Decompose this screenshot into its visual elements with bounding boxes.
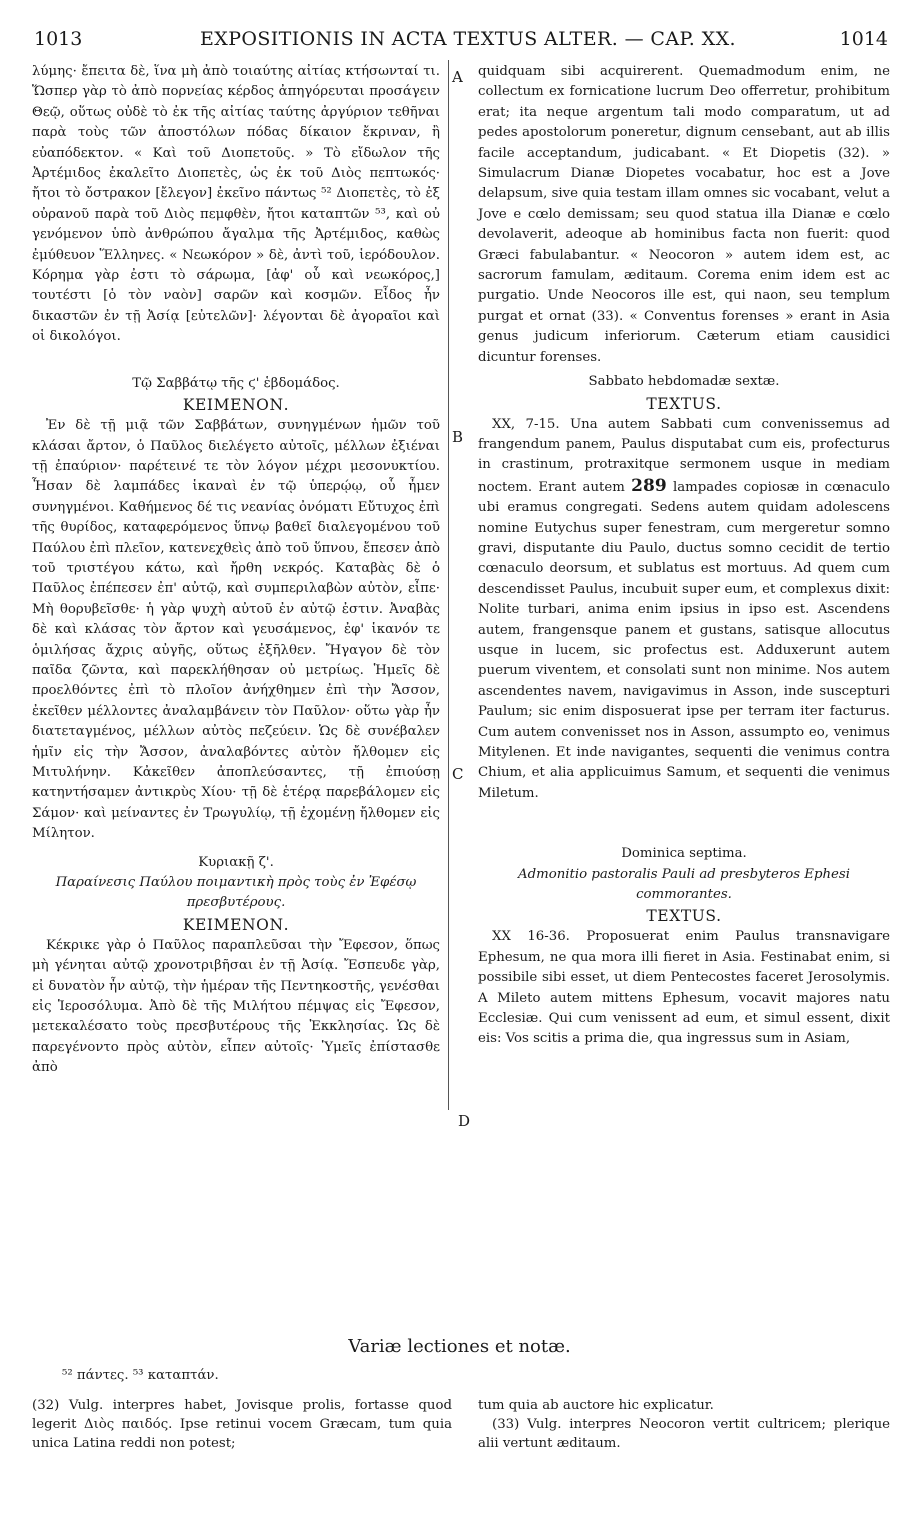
latin-textus-heading: TEXTUS. [646, 394, 722, 413]
latin-commentary: quidquam sibi acquirerent. Quemadmodum enim, ne collectum ex fornicatione lucrum Deo offerretur, prohibitum erat; ita neque argentum tali modo comparatum, ut ad pedes apostolorum poneretur, dignum censebant, aut ab illis facile acceptandum, judicabant. « Et Diopetis (32). » Simulacrum Dianæ Diopetes vocabatur, hoc est a Jove delapsum, sive quia testam illam omnes sic vocabant, velut a Jove e cœlo demissam; seu quod statua illa Dianæ e cœlo devolaverit, adeoque ab hominibus facta non fuerit: quod Græci fabulabantur. « Neocoron » autem idem est, ac sacrorum famulam, æditaum. Corema enim idem est ac purgatio. Unde Neocoros ille est, qui naon, seu templum purgat et ornat (33). « Conventus forenses » erant in Asia genus judicum inferiorum. Cæterum etiam causidici dicuntur forenses. [478, 64, 890, 365]
greek-keimenon-heading: ΚΕΙΜΕΝΟΝ. [182, 396, 290, 415]
latin-sabbath-title: Sabbato hebdomadæ sextæ. [588, 374, 780, 390]
latin-sunday-subtitle: Admonitio pastoralis Pauli ad presbyteros Ephesi commorantes. [517, 866, 850, 903]
running-head [30, 26, 888, 54]
page-number-right: 1014 [839, 28, 888, 50]
latin-verse-ref: XX, 7-15. [492, 416, 560, 432]
greek-text-sunday: Κέκρικε γὰρ ὁ Παῦλος παραπλεῦσαι τὴν Ἔφεσον, ὅπως μὴ γένηται αὐτῷ χρονοτριβῆσαι ἐν τῇ Ἀσίᾳ. Ἔσπευδε γὰρ, εἰ δυνατὸν ἦν αὐτῷ, τὴν ἡμέραν τῆς Πεντηκοστῆς, γενέσθαι εἰς Ἱεροσόλυμα. Ἀπὸ δὲ τῆς Μιλήτου πέμψας εἰς Ἔφεσον, μετεκαλέσατο τοὺς πρεσβυτέρους τῆς Ἐκκλησίας. Ὡς δὲ παρεγένοντο πρὸς αὐτὸν, εἶπεν αὐτοῖς· Ὑμεῖς ἐπίστασθε ἀπὸ [32, 937, 440, 1076]
page-number-left: 1013 [34, 28, 83, 50]
latin-textus-heading-2: TEXTUS. [646, 907, 722, 926]
footnote-33: (33) Vulg. interpres Neocoron vertit cultricem; plerique alii vertunt æditaum. [478, 1417, 890, 1451]
running-title: EXPOSITIONIS IN ACTA TEXTUS ALTER. — CAP. XX. [200, 28, 736, 50]
latin-column [478, 62, 890, 1050]
greek-commentary: λύμης· ἔπειτα δὲ, ἵνα μὴ ἀπὸ τοιαύτης αἰτίας κτήσωνταί τι. Ὥσπερ γὰρ τὸ ἀπὸ πορνείας κέρδος ἀπηγόρευται προσάγειν Θεῷ, οὕτως οὐδὲ τὸ ἐκ τῆς αἰτίας ταύτης ἀργύριον τεθῆναι παρὰ τοὺς τῶν ἀποστόλων πόδας δίκαιον ἔκριναν, ἢ εὐαπόδεκτον. « Καὶ τοῦ Διοπετοῦς. » Τὸ εἴδωλον τῆς Ἀρτέμιδος ἐκαλεῖτο Διοπετὲς, ὡς ἐκ τοῦ Διὸς πεπτωκός· ἤτοι τὸ ὄστρακον [ἔλεγον] ἐκεῖνο πάντως ⁵² Διοπετὲς, τὸ ἐξ οὐρανοῦ παρὰ τοῦ Διὸς πεμφθὲν, ἤτοι καταπτῶν ⁵³, καὶ οὐ γενόμενον ὑπὸ ἀνθρώπου ἄγαλμα τῆς Ἀρτέμιδος, καθὼς ἐμύθευον Ἕλληνες. « Νεωκόρον » δὲ, ἀντὶ τοῦ, ἱερόδουλον. Κόρημα γὰρ ἐστι τὸ σάρωμα, [ἀφ' οὗ καὶ νεωκόρος,] τουτέστι [ὁ τὸν ναὸν] σαρῶν καὶ κοσμῶν. Εἶδος ἦν δικαστῶν ἐν τῇ Ἀσίᾳ [εὐτελῶν]· λέγονται δὲ ἀγοραῖοι καὶ οἱ δικολόγοι. [32, 64, 440, 345]
latin-sunday-title: Dominica septima. [621, 846, 747, 862]
margin-letter-b: B [452, 428, 464, 446]
footnote-32-continued: tum quia ab auctore hic explicatur. [478, 1398, 714, 1413]
latin-text-sunday: XX 16-36. Proposuerat enim Paulus transnavigare Ephesum, ne qua mora illi fieret in Asia. Festinabat enim, si possibile sibi esset, ut diem Pentecostes faceret Jerosolymis. A Mileto autem mittens Ephesum, vocavit majores natu Ecclesiæ. Qui cum venissent ad eum, et simul essent, dixit eis: Vos scitis a prima die, qua ingressus sum in Asiam, [478, 929, 890, 1047]
margin-letter-c: C [452, 765, 464, 783]
variant-readings: ⁵² πάντες. ⁵³ καταπτάν. [62, 1368, 219, 1383]
greek-column [32, 62, 440, 1079]
column-divider [448, 60, 449, 1110]
greek-sunday-title: Κυριακῇ ζ'. [198, 854, 274, 870]
column-number: 289 [631, 475, 667, 496]
margin-letter-a: A [452, 68, 463, 86]
greek-keimenon-heading-2: ΚΕΙΜΕΝΟΝ. [182, 915, 290, 934]
greek-sabbath-title: Τῷ Σαββάτῳ τῆς ϛ' ἑβδομάδος. [132, 375, 340, 391]
margin-letter-d: D [458, 1112, 471, 1130]
latin-text-sabbath: XX, 7-15. Una autem Sabbati cum convenissemus ad frangendum panem, Paulus disputabat cum eis, profecturus in crastinum, protraxitque sermonem usque in mediam noctem. Erant autem 289 lampades copiosæ in cœnaculo ubi eramus congregati. Sedens autem quidam adolescens nomine Eutychus super fenestram, cum mergeretur somno gravi, disputante diu Paulo, ductus somno cecidit de tertio cœnaculo deorsum, et sublatus est mortuus. Ad quem cum descendisset Paulus, incubuit super eum, et complexus dixit: Nolite turbari, anima enim ipsius in ipso est. Ascendens autem, frangensque panem et gustans, satisque allocutus usque in lucem, sic profectus est. Adduxerunt autem puerum viventem, et consolati sunt non minime. Nos autem ascendentes navem, navigavimus in Asson, inde suscepturi Paulum; sic enim disposuerat ipse per terram iter facturus. Cum autem convenisset nos in Asson, assumpto eo, venimus Mitylenen. Et inde navigantes, sequenti die venimus contra Chium, et alia applicuimus Samum, et sequenti die venimus Miletum. [478, 416, 890, 801]
footnote-32: (32) Vulg. interpres habet, Jovisque prolis, fortasse quod legerit Διὸς παιδός. Ipse retinui vocem Græcam, tum quia unica Latina reddi non potest; [32, 1398, 452, 1451]
latin-verse-ref-2: XX 16-36. [492, 929, 570, 945]
greek-sunday-subtitle: Παραίνεσις Παύλου ποιμαντικὴ πρὸς τοὺς ἐν Ἐφέσῳ πρεσβυτέρους. [55, 875, 417, 911]
greek-text-sabbath: Ἐν δὲ τῇ μιᾷ τῶν Σαββάτων, συνηγμένων ἡμῶν τοῦ κλάσαι ἄρτον, ὁ Παῦλος διελέγετο αὐτοῖς, μέλλων ἐξιέναι τῇ ἐπαύριον· παρέτεινέ τε τὸν λόγον μέχρι μεσονυκτίου. Ἦσαν δὲ λαμπάδες ἱκαναὶ ἐν τῷ ὑπερῴῳ, οὗ ἦμεν συνηγμένοι. Καθήμενος δέ τις νεανίας ὀνόματι Εὔτυχος ἐπὶ τῆς θυρίδος, καταφερόμενος ὕπνῳ βαθεῖ διαλεγομένου τοῦ Παύλου ἐπὶ πλεῖον, κατενεχθεὶς ἀπὸ τοῦ ὕπνου, ἔπεσεν ἀπὸ τοῦ τριστέγου κάτω, καὶ ἤρθη νεκρός. Καταβὰς δὲ ὁ Παῦλος ἐπέπεσεν ἐπ' αὐτῷ, καὶ συμπεριλαβὼν αὐτὸν, εἶπε· Μὴ θορυβεῖσθε· ἡ γὰρ ψυχὴ αὐτοῦ ἐν αὐτῷ ἐστιν. Ἀναβὰς δὲ καὶ κλάσας τὸν ἄρτον καὶ γευσάμενος, ἐφ' ἱκανόν τε ὁμιλήσας ἄχρις αὐγῆς, οὕτως ἐξῆλθεν. Ἤγαγον δὲ τὸν παῖδα ζῶντα, καὶ παρεκλήθησαν οὐ μετρίως. Ἡμεῖς δὲ προελθόντες ἐπὶ τὸ πλοῖον ἀνήχθημεν ἐπὶ τὴν Ἄσσον, ἐκεῖθεν μέλλοντες ἀναλαμβάνειν τὸν Παῦλον· οὕτω γὰρ ἦν διατεταγμένος, μέλλων αὐτὸς πεζεύειν. Ὡς δὲ συνέβαλεν ἡμῖν εἰς τὴν Ἄσσον, ἀναλαβόντες αὐτὸν ἤλθομεν εἰς Μιτυλήνην. Κἀκεῖθεν ἀποπλεύσαντες, τῇ ἐπιούσῃ κατηντήσαμεν ἀντικρὺς Χίου· τῇ δὲ ἑτέρᾳ παρεβάλομεν εἰς Σάμον· καὶ μείναντες ἐν Τρωγυλίῳ, τῇ ἐχομένῃ ἤλθομεν εἰς Μίλητον. [32, 418, 440, 842]
notes-title: Variæ lectiones et notæ. [348, 1336, 571, 1357]
